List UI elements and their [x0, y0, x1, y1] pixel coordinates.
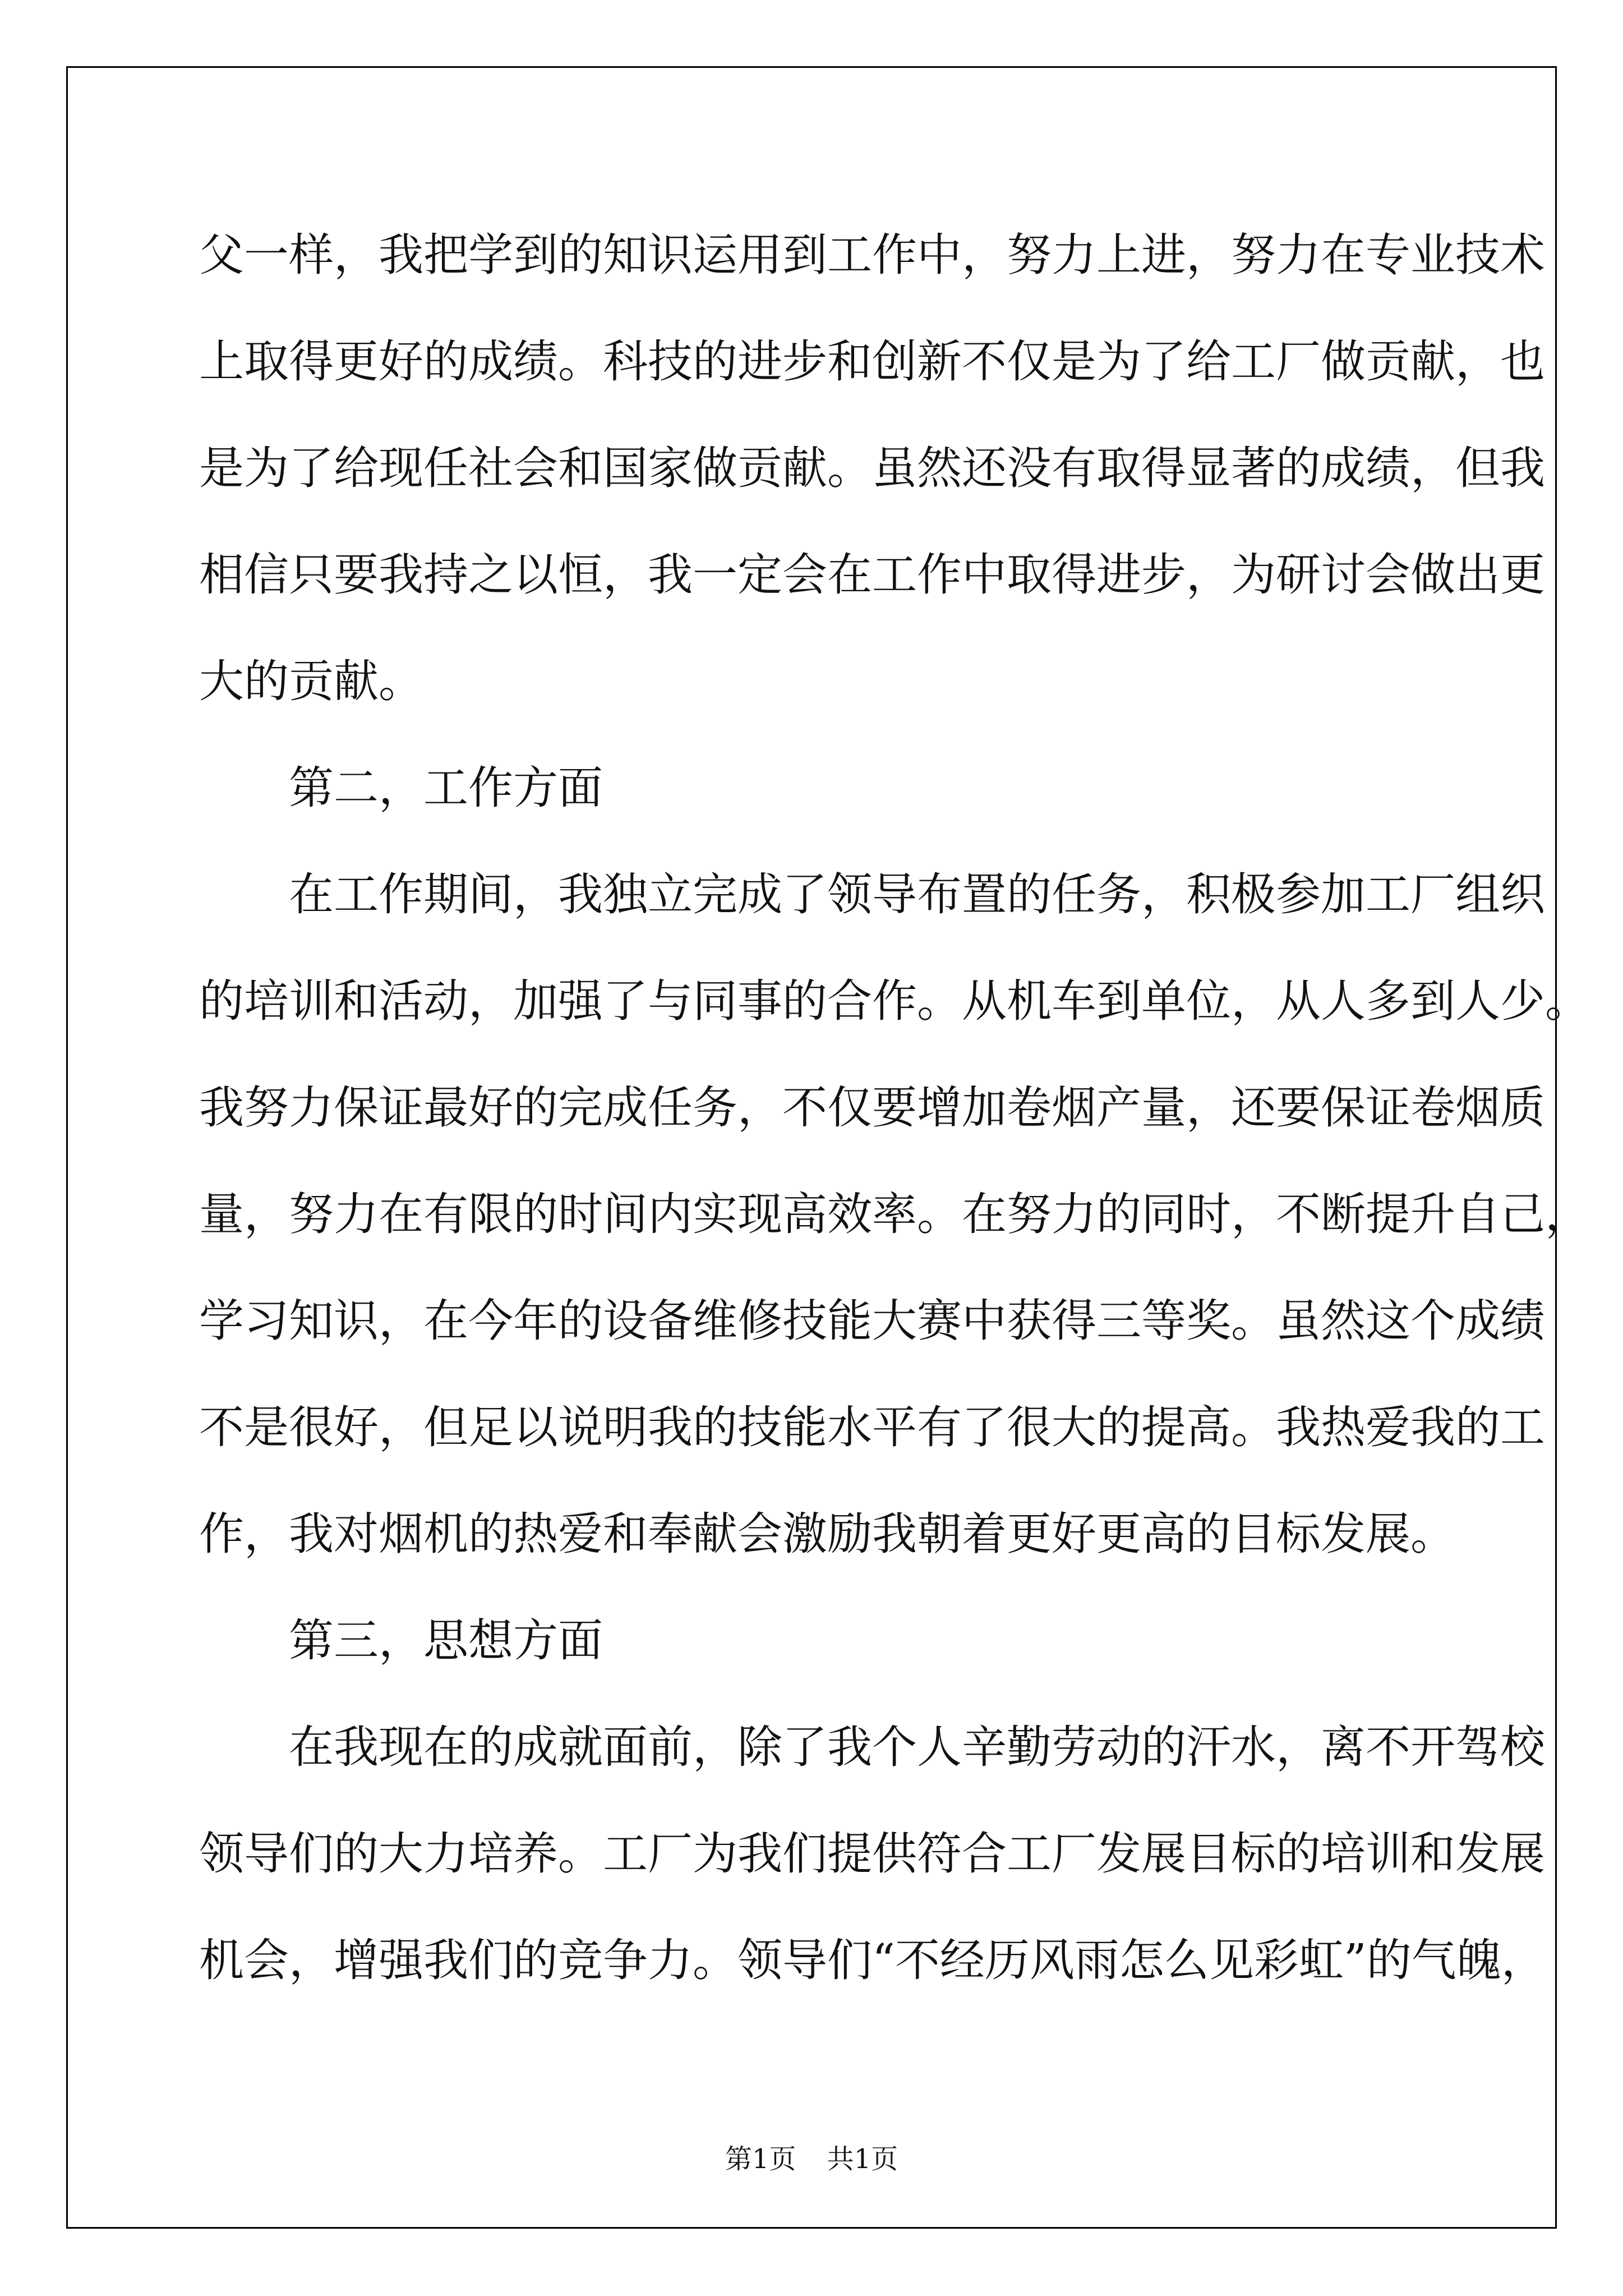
text-line: 不是很好，但足以说明我的技能水平有了很大的提高。我热爱我的工: [199, 1401, 1545, 1453]
section-heading: 第三，思想方面: [289, 1614, 603, 1667]
text-line: 在我现在的成就面前，除了我个人辛勤劳动的汗水，离不开驾校: [289, 1721, 1545, 1773]
text-line: 上取得更好的成绩。科技的进步和创新不仅是为了给工厂做贡献，也: [199, 335, 1545, 388]
text-line: 学习知识，在今年的设备维修技能大赛中获得三等奖。虽然这个成绩: [199, 1295, 1545, 1347]
text-line: 作，我对烟机的热爱和奉献会激励我朝着更好更高的目标发展。: [199, 1508, 1455, 1560]
text-line: 领导们的大力培养。工厂为我们提供符合工厂发展目标的培训和发展: [199, 1828, 1545, 1880]
document-body: [199, 202, 1590, 2014]
page-number: 第1页: [725, 2143, 796, 2175]
page-footer: [0, 2137, 1623, 2176]
page-total: 共1页: [827, 2143, 898, 2175]
text-line: 大的贡献。: [199, 655, 423, 707]
text-line: 在工作期间，我独立完成了领导布置的任务，积极参加工厂组织: [289, 868, 1545, 921]
text-line: 是为了给现任社会和国家做贡献。虽然还没有取得显著的成绩，但我: [199, 442, 1545, 494]
text-line: 我努力保证最好的完成任务，不仅要增加卷烟产量，还要保证卷烟质: [199, 1082, 1545, 1134]
text-line: 的培训和活动，加强了与同事的合作。从机车到单位，从人多到人少。: [199, 975, 1590, 1027]
text-line: 量，努力在有限的时间内实现高效率。在努力的同时，不断提升自己，: [199, 1188, 1590, 1240]
text-line: 相信只要我持之以恒，我一定会在工作中取得进步，为研讨会做出更: [199, 549, 1545, 601]
section-heading: 第二，工作方面: [289, 762, 603, 814]
text-line: 机会，增强我们的竞争力。领导们“不经历风雨怎么见彩虹”的气魄，: [199, 1934, 1546, 1986]
text-line: 父一样，我把学到的知识运用到工作中，努力上进，努力在专业技术: [199, 229, 1545, 281]
